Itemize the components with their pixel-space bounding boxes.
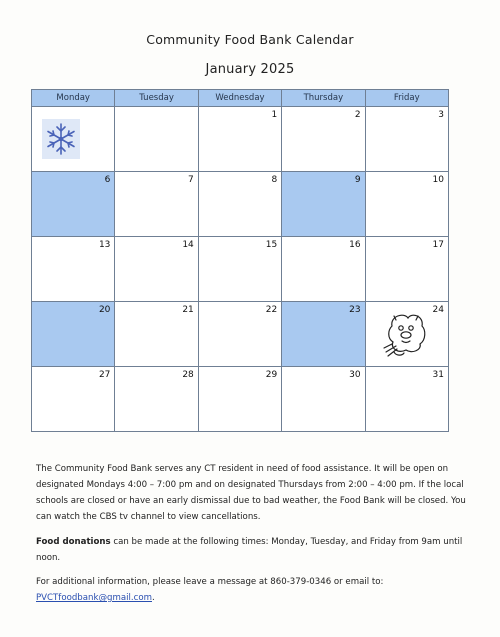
day-cell bbox=[115, 237, 198, 302]
day-cell-open bbox=[32, 302, 115, 367]
calendar-week bbox=[32, 107, 449, 172]
calendar-grid bbox=[31, 89, 449, 432]
day-number: 20 bbox=[98, 305, 111, 315]
day-cell bbox=[115, 107, 198, 172]
day-number: 9 bbox=[354, 175, 361, 185]
groundhog-icon bbox=[382, 308, 430, 358]
day-number: 23 bbox=[349, 305, 361, 315]
day-cell bbox=[365, 107, 448, 172]
calendar-title: Community Food Bank Calendar bbox=[146, 32, 354, 47]
day-cell bbox=[282, 237, 365, 302]
day-cell bbox=[198, 367, 281, 432]
day-cell bbox=[282, 107, 365, 172]
calendar-week bbox=[32, 367, 449, 432]
day-number: 7 bbox=[188, 175, 194, 185]
day-cell bbox=[365, 302, 448, 367]
day-number: 2 bbox=[354, 110, 361, 120]
calendar-week bbox=[32, 302, 449, 367]
day-cell bbox=[32, 367, 115, 432]
weekday-friday: Friday bbox=[365, 90, 448, 107]
day-cell bbox=[282, 367, 365, 432]
day-number: 13 bbox=[98, 240, 111, 250]
day-cell-open bbox=[32, 172, 115, 237]
day-number: 24 bbox=[432, 305, 444, 315]
day-number: 15 bbox=[265, 240, 278, 250]
contact-paragraph bbox=[36, 574, 476, 606]
day-cell bbox=[365, 367, 448, 432]
day-number: 1 bbox=[271, 110, 278, 120]
day-cell bbox=[365, 237, 448, 302]
donations-label: Food donations bbox=[36, 537, 111, 547]
day-number: 31 bbox=[432, 370, 444, 380]
day-number: 22 bbox=[265, 305, 278, 315]
day-number: 30 bbox=[349, 370, 361, 380]
weekday-wednesday: Wednesday bbox=[198, 90, 281, 107]
day-cell bbox=[115, 302, 198, 367]
day-cell bbox=[32, 107, 115, 172]
weekday-tuesday: Tuesday bbox=[115, 90, 198, 107]
day-number: 6 bbox=[104, 175, 111, 185]
email-link[interactable]: PVCTfoodbank@gmail.com bbox=[36, 593, 152, 603]
day-number: 10 bbox=[432, 175, 444, 185]
calendar-week bbox=[32, 237, 449, 302]
weekday-monday: Monday bbox=[32, 90, 115, 107]
weekday-thursday: Thursday bbox=[282, 90, 365, 107]
day-cell bbox=[365, 172, 448, 237]
calendar-month: January 2025 bbox=[205, 62, 295, 77]
day-cell bbox=[115, 367, 198, 432]
day-cell bbox=[198, 172, 281, 237]
day-cell bbox=[198, 302, 281, 367]
day-number: 17 bbox=[432, 240, 444, 250]
day-cell bbox=[32, 237, 115, 302]
snowflake-icon bbox=[42, 119, 80, 159]
day-number: 27 bbox=[98, 370, 111, 380]
contact-end: . bbox=[152, 593, 155, 603]
day-number: 3 bbox=[438, 110, 444, 120]
day-cell bbox=[115, 172, 198, 237]
day-number: 28 bbox=[182, 370, 194, 380]
day-number: 14 bbox=[182, 240, 194, 250]
day-number: 29 bbox=[265, 370, 278, 380]
day-cell bbox=[198, 237, 281, 302]
day-number: 16 bbox=[349, 240, 361, 250]
calendar-week bbox=[32, 172, 449, 237]
service-info-paragraph: The Community Food Bank serves any CT resident in need of food assistance. It will be open on designated Mondays 4:00 – 7:00 pm and on designated Thursdays from 2:00 – 4:00 pm. If the local schools are closed or have an early dismissal due to bad weather, the Food Bank will be closed. You can watch the CBS tv channel to view cancellations. bbox=[36, 464, 466, 522]
donations-paragraph bbox=[36, 534, 476, 566]
day-cell bbox=[198, 107, 281, 172]
weekday-header-row bbox=[32, 90, 449, 107]
day-number: 8 bbox=[271, 175, 278, 185]
day-cell-open bbox=[282, 172, 365, 237]
day-cell-open bbox=[282, 302, 365, 367]
contact-text: For additional information, please leave a message at 860-379-0346 or email to: bbox=[36, 577, 384, 587]
donations-text: can be made at the following times: Monday, Tuesday, and Friday from 9am until noon. bbox=[36, 537, 463, 563]
day-number: 21 bbox=[182, 305, 194, 315]
